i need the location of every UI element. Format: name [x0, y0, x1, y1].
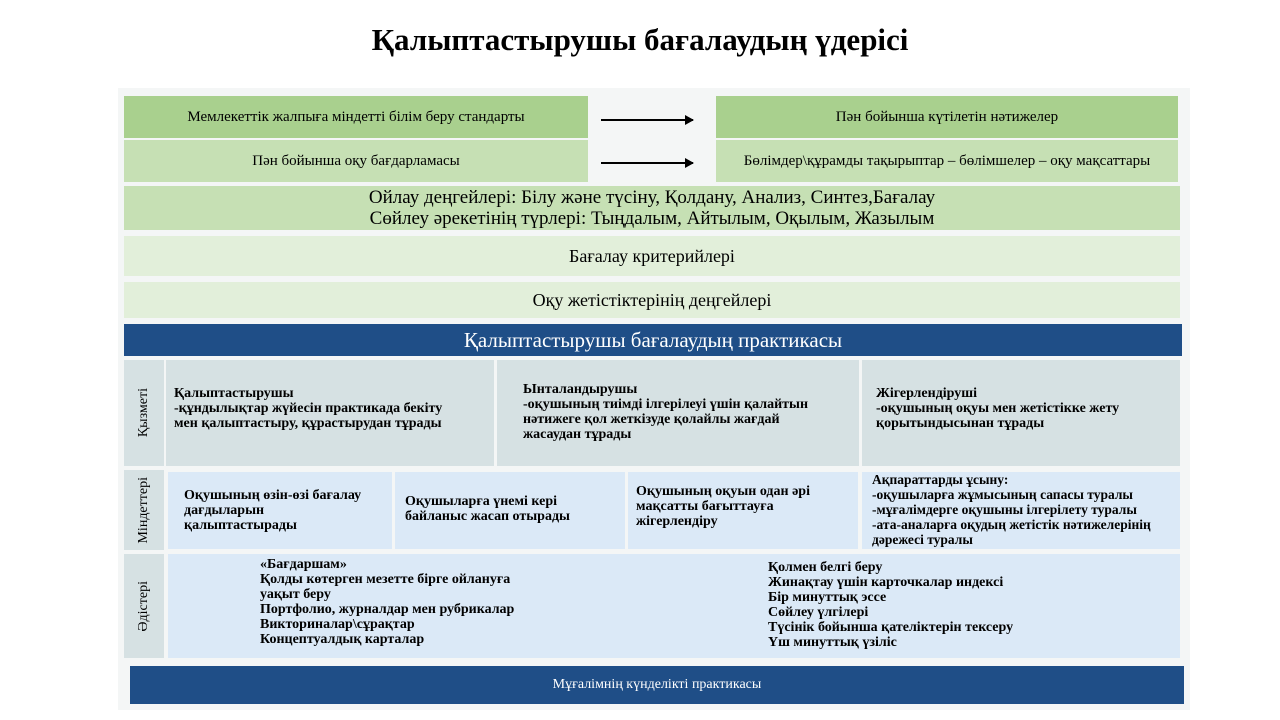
thinking-levels-text: Ойлау деңгейлері: Білу және түсіну, Қолдану, Анализ, Синтез,Бағалау: [368, 187, 936, 208]
task-text: Оқушының оқуын одан әрі: [636, 484, 810, 499]
function-title: Қалыптастырушы: [174, 386, 294, 401]
tasks-label: Міндеттері: [136, 476, 151, 544]
achievement-levels-box: Оқу жетістіктерінің деңгейлері: [124, 282, 1180, 318]
method-item: Портфолио, журналдар мен рубрикалар: [260, 602, 515, 617]
method-item: Үш минуттық үзіліс: [768, 635, 897, 650]
function-text: -оқушының оқуы мен жетістікке жету: [876, 401, 1120, 416]
method-item: Викториналар\сұрақтар: [260, 617, 415, 632]
task-text: -мұғалімдерге оқушыны ілгерілету туралы: [872, 502, 1137, 517]
functions-label-cell: [124, 360, 164, 466]
methods-label: Әдістері: [136, 580, 151, 632]
task-text: -ата-аналарға оқудың жетістік нәтижелерінің: [872, 517, 1151, 532]
tasks-label-cell: [124, 470, 164, 550]
function-item: [497, 360, 859, 466]
method-item: «Бағдаршам»: [260, 557, 347, 572]
method-item: Қолды көтерген мезетте бірге ойлануға: [260, 572, 511, 587]
functions-label: Қызметі: [136, 388, 151, 438]
method-item: Бір минуттық эссе: [768, 590, 887, 605]
task-text: -оқушыларға жұмысының сапасы туралы: [872, 487, 1133, 502]
task-text: мақсатты бағыттауға: [636, 499, 774, 514]
arrow-right-icon: [601, 162, 693, 164]
curriculum-box: Пән бойынша оқу бағдарламасы: [124, 140, 588, 182]
method-item: уақыт беру: [260, 587, 331, 602]
methods-left-list: [260, 557, 580, 647]
task-item: [168, 472, 392, 549]
standard-box: Мемлекеттік жалпыға міндетті білім беру стандарты: [124, 96, 588, 138]
function-title: Жігерлендіруші: [876, 386, 977, 401]
function-text: қорытындысынан тұрады: [876, 416, 1045, 431]
task-text: Оқушының өзін-өзі бағалау: [184, 488, 362, 503]
function-text: нәтижеге қол жеткізуде қолайлы жағдай: [523, 412, 780, 427]
function-text: жасаудан тұрады: [523, 427, 632, 442]
arrow-right-icon: [601, 119, 693, 121]
task-text: Оқушыларға үнемі кері: [405, 494, 558, 509]
function-text: -құндылықтар жүйесін практикада бекіту: [174, 401, 443, 416]
expected-results-box: Пән бойынша күтілетін нәтижелер: [716, 96, 1178, 138]
task-item: [628, 472, 858, 549]
speech-types-text: Сөйлеу әрекетінің түрлері: Тыңдалым, Айтылым, Оқылым, Жазылым: [369, 208, 935, 229]
function-item: [862, 360, 1180, 466]
method-item: Қолмен белгі беру: [768, 560, 883, 575]
function-text: мен қалыптастыру, құрастырудан тұрады: [174, 416, 442, 431]
task-item: [862, 472, 1180, 549]
task-item: [395, 472, 625, 549]
method-item: Концептуалдық карталар: [260, 632, 425, 647]
function-title: Ынталандырушы: [523, 382, 638, 397]
task-text: қалыптастырады: [184, 518, 297, 533]
method-item: Сөйлеу үлгілері: [768, 605, 869, 620]
function-text: -оқушының тиімді ілгерілеуі үшін қалайтын: [523, 397, 809, 412]
sections-box: Бөлімдер\құрамды тақырыптар – бөлімшелер – оқу мақсаттары: [716, 140, 1178, 182]
daily-practice-banner: Мұғалімнің күнделікті практикасы: [130, 666, 1184, 704]
methods-right-list: [768, 560, 1068, 650]
task-text: дәрежесі туралы: [872, 532, 973, 547]
page-title: Қалыптастырушы бағалаудың үдерісі: [371, 22, 909, 57]
method-item: Жинақтау үшін карточкалар индексі: [768, 575, 1004, 590]
task-text: Ақпараттарды ұсыну:: [872, 472, 1009, 487]
methods-label-cell: [124, 554, 164, 658]
criteria-box: Бағалау критерийлері: [124, 236, 1180, 276]
task-text: жігерлендіру: [636, 514, 718, 529]
task-text: дағдыларын: [184, 503, 265, 518]
thinking-levels-box: [124, 186, 1180, 230]
task-text: байланыс жасап отырады: [405, 509, 570, 524]
function-item: [166, 360, 494, 466]
practice-banner: Қалыптастырушы бағалаудың практикасы: [124, 324, 1182, 356]
method-item: Түсінік бойынша қателіктерін тексеру: [768, 620, 1014, 635]
